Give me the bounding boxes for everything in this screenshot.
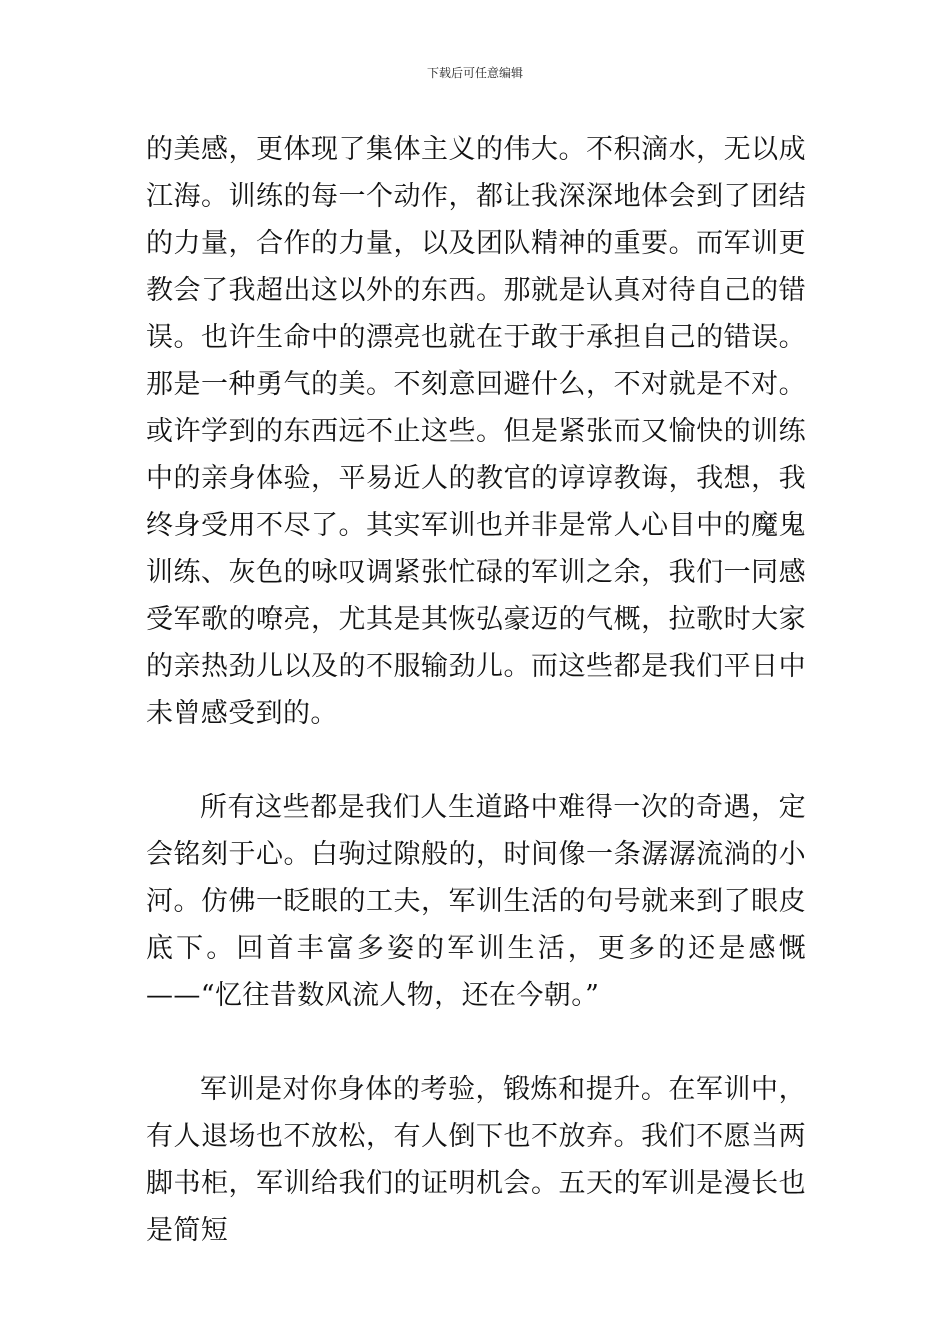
paragraph-2: 所有这些都是我们人生道路中难得一次的奇遇，定会铭刻于心。白驹过隙般的，时间像一条潺潺流淌的小河。仿佛一眨眼的工夫，军训生活的句号就来到了眼皮底下。回首丰富多姿的军训生活，更多的还是感慨——“忆往昔数风流人物，还在今朝。”: [146, 792, 806, 1011]
page-header-note: 下载后可任意编辑: [426, 66, 523, 80]
paragraph-gap: [146, 737, 806, 784]
paragraph-3: 军训是对你身体的考验，锻炼和提升。在军训中，有人退场也不放松，有人倒下也不放弃。我们不愿当两脚书柜，军训给我们的证明机会。五天的军训是漫长也是简短: [146, 1074, 806, 1246]
document-body: [146, 126, 806, 1254]
paragraph-1: 的美感，更体现了集体主义的伟大。不积滴水，无以成江海。训练的每一个动作，都让我深深地体会到了团结的力量，合作的力量，以及团队精神的重要。而军训更教会了我超出这以外的东西。那就是认真对待自己的错误。也许生命中的漂亮也就在于敢于承担自己的错误。那是一种勇气的美。不刻意回避什么，不对就是不对。或许学到的东西远不止这些。但是紧张而又愉快的训练中的亲身体验，平易近人的教官的谆谆教诲，我想，我终身受用不尽了。其实军训也并非是常人心目中的魔鬼训练、灰色的咏叹调紧张忙碌的军训之余，我们一同感受军歌的嘹亮，尤其是其恢弘豪迈的气概，拉歌时大家的亲热劲儿以及的不服输劲儿。而这些都是我们平日中未曾感受到的。: [146, 134, 806, 729]
paragraph-gap: [146, 1019, 806, 1066]
